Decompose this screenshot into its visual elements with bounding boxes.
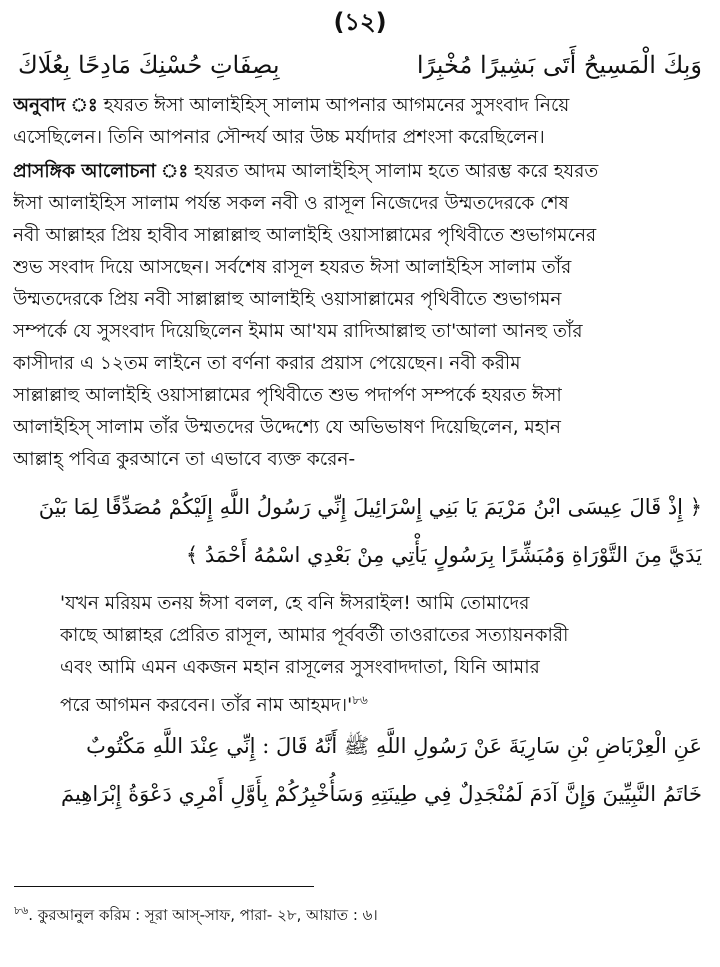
translation-text: হযরত ঈসা আলাইহিস্‌ সালাম আপনার আগমনের সুসংবাদ নিয়ে: [103, 95, 570, 116]
quote-line: এবং আমি এমন একজন মহান রাসূলের সুসংবাদদাতা, যিনি আমার: [60, 657, 540, 678]
translation-label: অনুবাদ ঃ: [13, 95, 98, 116]
footnote-divider: [14, 886, 314, 887]
translation-line: এসেছিলেন। তিনি আপনার সৌন্দর্য আর উচ্চ মর্যাদার প্রশংসা করেছিলেন।: [13, 127, 545, 148]
quote-text: পরে আগমন করবেন। তাঁর নাম আহমদ।': [60, 695, 353, 716]
hadith-line: عَنِ الْعِرْبَاضِ بْنِ سَارِيَةَ عَنْ رَسُولِ اللَّهِ ﷺ أَنَّهُ قَالَ : إِنِّي عِنْدَ اللَّهِ مَكْتُوبٌ: [86, 734, 702, 758]
discussion-line: কাসীদার এ ১২তম লাইনে তা বর্ণনা করার প্রয়াস পেয়েছেন। নবী করীম: [13, 353, 521, 374]
quote-line: 'যখন মরিয়ম তনয় ঈসা বলল, হে বনি ঈসরাইল! আমি তোমাদের: [60, 593, 530, 614]
footnote-text: . কুরআনুল করিম : সূরা আস্‌-সাফ, পারা- ২৮, আয়াত : ৬।: [28, 906, 378, 924]
discussion-line: ঈসা আলাইহিস সালাম পর্যন্ত সকল নবী ও রাসূল নিজেদের উম্মতদেরকে শেষ: [13, 193, 569, 214]
verse-first-hemistich: وَبِكَ الْمَسِيحُ أَتَى بَشِيرًا مُخْبِرًا: [416, 51, 702, 79]
discussion-line: [13, 156, 703, 188]
quran-line: ﴿ إِذْ قَالَ عِيسَى ابْنُ مَرْيَمَ يَا بَنِي إِسْرَائِيلَ إِنِّي رَسُولُ اللَّهِ إِلَيْكُمْ مُصَدِّقًا لِمَا بَيْنَ: [38, 495, 702, 519]
discussion-line: উম্মতদেরকে প্রিয় নবী সাল্লাল্লাহু আলাইহি ওয়াসাল্লামের পৃথিবীতে শুভাগমন: [13, 289, 562, 310]
hadith-text: [18, 722, 702, 818]
page-number: (১২): [333, 8, 387, 36]
hadith-line: خَاتَمُ النَّبِيِّينَ وَإِنَّ آدَمَ لَمُنْجَدِلٌ فِي طِينَتِهِ وَسَأُخْبِرُكُمْ بِأَوَّلِ أَمْرِي دَعْوَةُ إِبْرَاهِيمَ: [60, 782, 702, 806]
discussion-line: আলাইহিস্‌ সালাম তাঁর উম্মতদের উদ্দেশ্যে যে অভিভাষণ দিয়েছিলেন, মহান: [13, 417, 561, 438]
footnote-number: ৮৬: [14, 904, 29, 917]
translation-section: [13, 90, 703, 154]
quran-verse: [18, 483, 702, 579]
discussion-line: আল্লাহ্‌ পবিত্র কুরআনে তা এভাবে ব্যক্ত করেন-: [13, 449, 356, 470]
discussion-section: [13, 156, 703, 476]
discussion-label: প্রাসঙ্গিক আলোচনা ঃ: [13, 161, 189, 182]
discussion-line: নবী আল্লাহর প্রিয় হাবীব সাল্লাল্লাহু আলাইহি ওয়াসাল্লামের পৃথিবীতে শুভাগমনের: [13, 225, 597, 246]
quran-translation: [60, 588, 700, 716]
quote-line: কাছে আল্লাহর প্রেরিত রাসূল, আমার পূর্ববর্তী তাওরাতের সত্যায়নকারী: [60, 625, 569, 646]
quran-line: يَدَيَّ مِنَ التَّوْرَاةِ وَمُبَشِّرًا بِرَسُولٍ يَأْتِي مِنْ بَعْدِي اسْمُهُ أَحْمَدُ ﴾: [185, 543, 702, 567]
discussion-line: সম্পর্কে যে সুসংবাদ দিয়েছিলেন ইমাম আ'যম রাদিআল্লাহু তা'আলা আনহু তাঁর: [13, 321, 583, 342]
verse-couplet: [18, 40, 702, 90]
translation-line: [13, 90, 703, 122]
quote-line: [60, 684, 700, 716]
discussion-text: হযরত আদম আলাইহিস্‌ সালাম হতে আরম্ভ করে হযরত: [194, 161, 599, 182]
verse-second-hemistich: بِصِفَاتِ حُسْنِكَ مَادِحًا بِعُلَاكَ: [18, 51, 280, 79]
discussion-line: সাল্লাল্লাহু আলাইহি ওয়াসাল্লামের পৃথিবীতে শুভ পদার্পণ সম্পর্কে হযরত ঈসা: [13, 385, 562, 406]
discussion-line: শুভ সংবাদ দিয়ে আসছেন। সর্বশেষ রাসূল হযরত ঈসা আলাইহিস সালাম তাঁর: [13, 257, 572, 278]
footnote: [14, 900, 704, 926]
footnote-reference[interactable]: ৮৬: [352, 693, 368, 707]
